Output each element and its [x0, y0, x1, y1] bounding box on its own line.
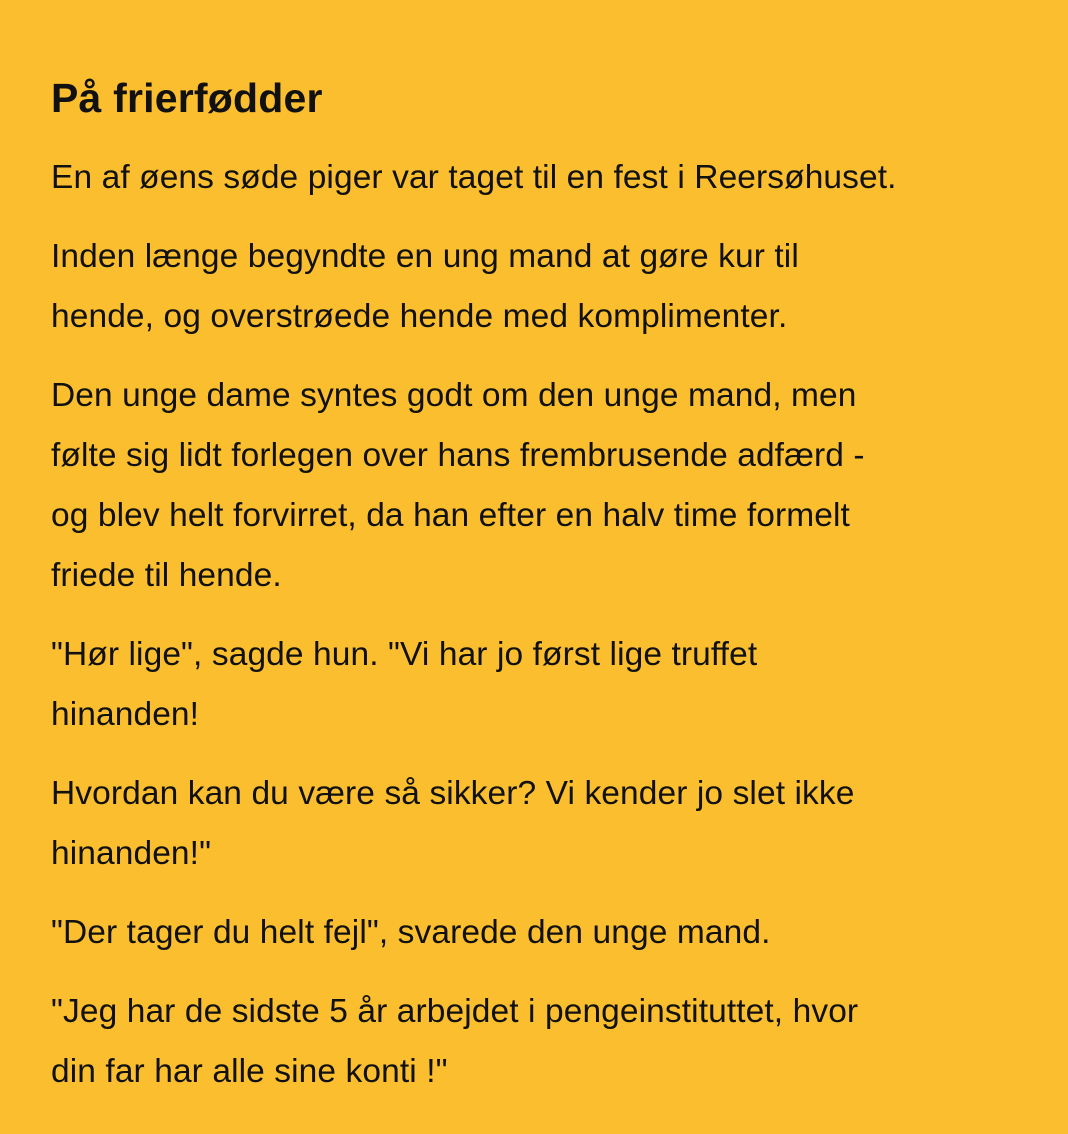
paragraph-6	[51, 903, 1028, 963]
paragraph-5	[51, 764, 1028, 884]
paragraph-line: Hvordan kan du være så sikker? Vi kender jo slet ikke	[51, 775, 855, 812]
paragraph-line: "Jeg har de sidste 5 år arbejdet i pengeinstituttet, hvor	[51, 993, 859, 1030]
paragraph-2	[51, 227, 1028, 347]
paragraph-line: hinanden!"	[51, 835, 212, 872]
paragraph-4	[51, 625, 1028, 745]
paragraph-line: Den unge dame syntes godt om den unge mand, men	[51, 377, 857, 414]
paragraph-line: "Der tager du helt fejl", svarede den unge mand.	[51, 914, 771, 951]
story-title: På frierfødder	[51, 75, 323, 121]
paragraph-line: "Hør lige", sagde hun. "Vi har jo først lige truffet	[51, 636, 758, 673]
paragraph-line: Inden længe begyndte en ung mand at gøre kur til	[51, 238, 799, 275]
paragraph-3	[51, 366, 1028, 606]
paragraph-line: hinanden!	[51, 696, 200, 733]
paragraph-1	[51, 148, 1028, 208]
paragraph-line: En af øens søde piger var taget til en fest i Reersøhuset.	[51, 159, 897, 196]
paragraph-line: friede til hende.	[51, 557, 282, 594]
paragraph-line: følte sig lidt forlegen over hans frembrusende adfærd -	[51, 437, 865, 474]
paragraph-line: og blev helt forvirret, da han efter en halv time formelt	[51, 497, 850, 534]
paragraph-line: hende, og overstrøede hende med komplimenter.	[51, 298, 788, 335]
paragraph-7	[51, 982, 1028, 1102]
paragraph-line: din far har alle sine konti !"	[51, 1053, 448, 1090]
